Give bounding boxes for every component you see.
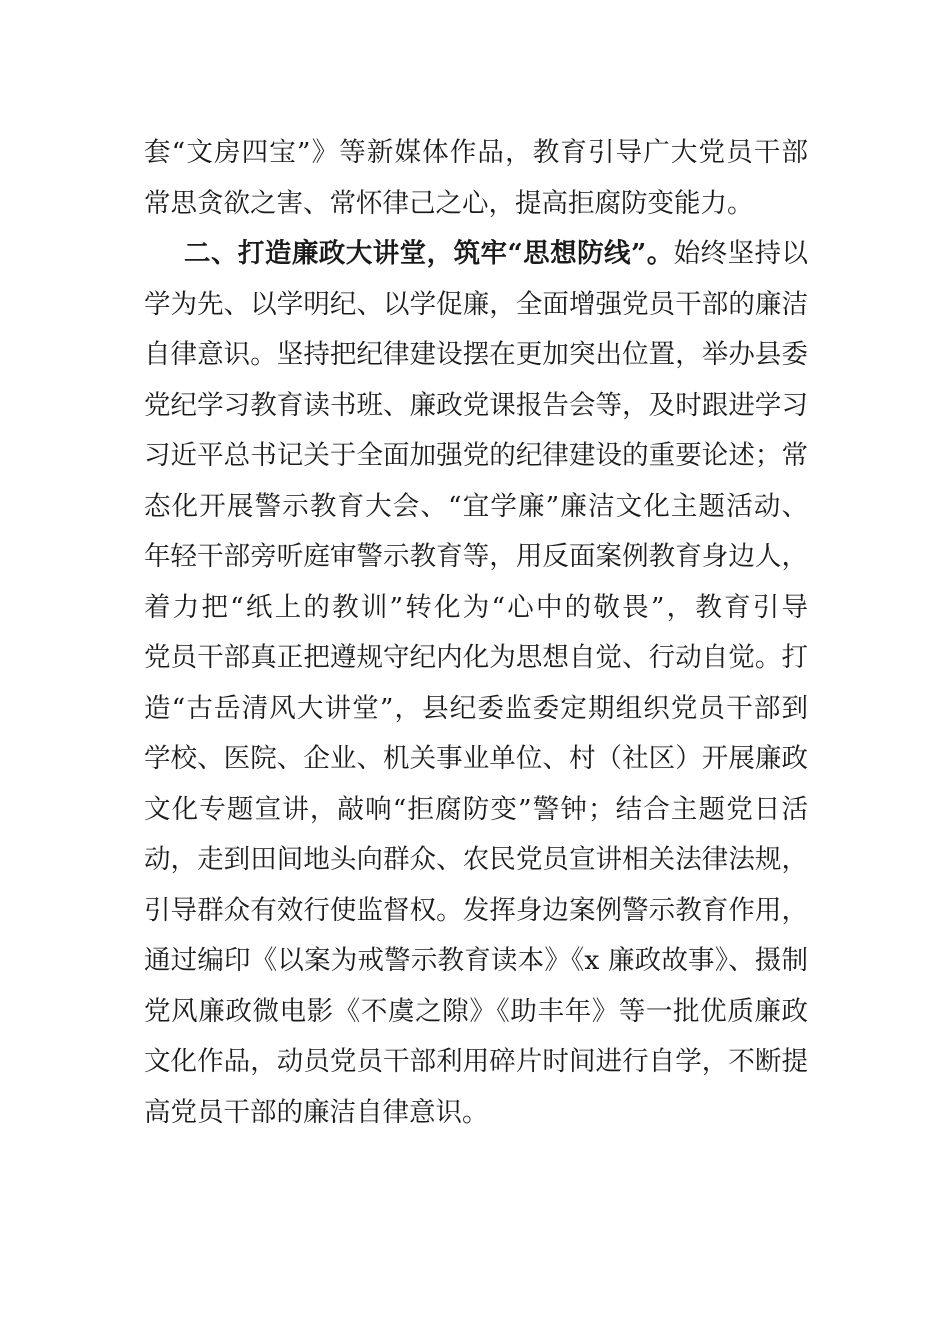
- section-heading: 二、打造廉政大讲堂，筑牢“思想防线”。: [184, 238, 674, 269]
- document-body: [144, 128, 808, 1138]
- paragraph-line: 态化开展警示教育大会、“宜学廉”廉洁文化主题活动、: [144, 490, 808, 522]
- paragraph-line: 学校、医院、企业、机关事业单位、村（社区）开展廉政: [144, 743, 808, 774]
- paragraph-line: 年轻干部旁听庭审警示教育等，用反面案例教育身边人，: [144, 541, 808, 572]
- paragraph-line: 文化专题宣讲，敲响“拒腐防变”警钟；结合主题党日活: [144, 793, 808, 825]
- paragraph-line: 党纪学习教育读书班、廉政党课报告会等，及时跟进学习: [144, 389, 808, 421]
- paragraph-line: 党员干部真正把遵规守纪内化为思想自觉、行动自觉。打: [144, 642, 808, 673]
- section-heading-line: [144, 229, 808, 280]
- paragraph-line: 文化作品，动员党员干部利用碎片时间进行自学，不断提: [144, 1046, 808, 1077]
- paragraph-line: 造“古岳清风大讲堂”，县纪委监委定期组织党员干部到: [144, 692, 808, 724]
- paragraph-line: 引导群众有效行使监督权。发挥身边案例警示教育作用，: [144, 894, 808, 926]
- paragraph-line: 习近平总书记关于全面加强党的纪律建设的重要论述；常: [144, 440, 808, 471]
- paragraph-line: 党风廉政微电影《不虞之隙》《助丰年》等一批优质廉政: [144, 995, 808, 1027]
- paragraph-line: 动，走到田间地头向群众、农民党员宣讲相关法律法规，: [144, 844, 808, 875]
- paragraph-line: 套“文房四宝”》等新媒体作品，教育引导广大党员干部: [144, 137, 808, 168]
- paragraph-line: 自律意识。坚持把纪律建设摆在更加突出位置，举办县委: [144, 339, 808, 370]
- paragraph-text: 始终坚持以: [673, 238, 808, 269]
- paragraph-line: 通过编印《以案为戒警示教育读本》《x 廉政故事》、摄制: [144, 945, 808, 976]
- paragraph-line: 常思贪欲之害、常怀律己之心，提高拒腐防变能力。: [144, 187, 754, 219]
- paragraph-line: 高党员干部的廉洁自律意识。: [144, 1096, 489, 1128]
- paragraph-line: 学为先、以学明纪、以学促廉，全面增强党员干部的廉洁: [144, 288, 808, 320]
- paragraph-line: 着力把“纸上的教训”转化为“心中的敬畏”，教育引导: [144, 591, 808, 623]
